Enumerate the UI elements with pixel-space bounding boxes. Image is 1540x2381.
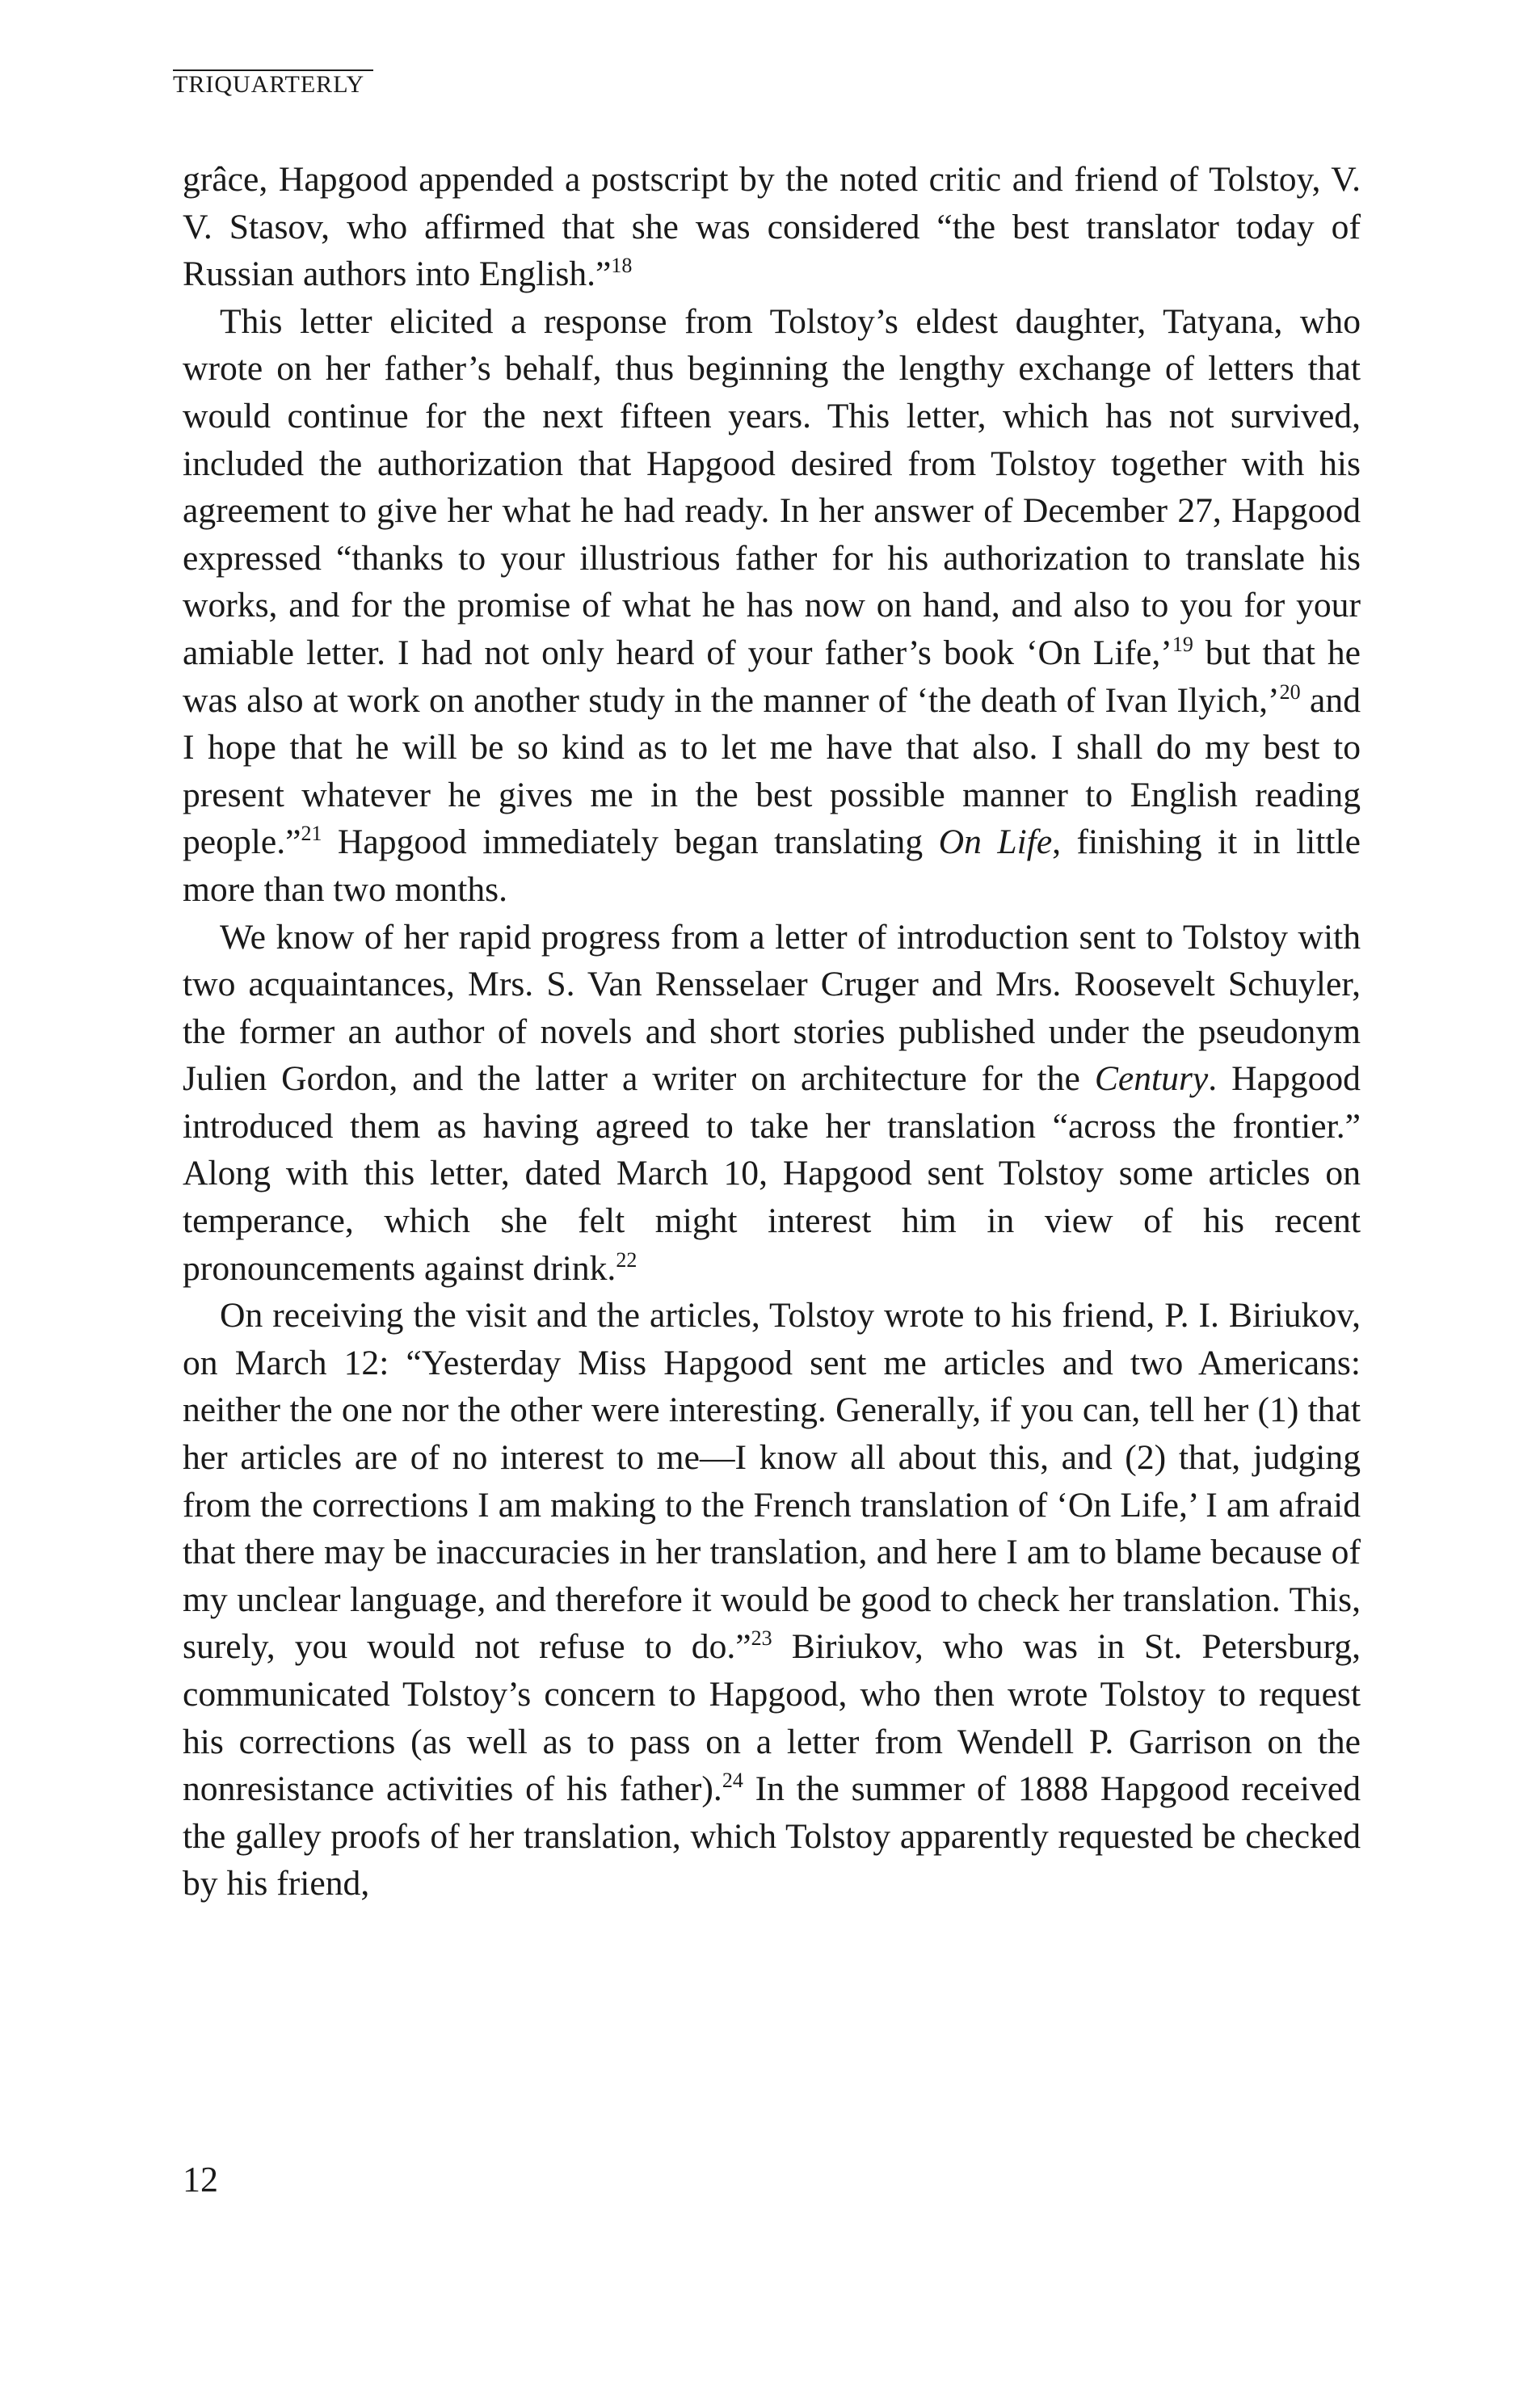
text-run: Hapgood immediately began translating [322, 822, 939, 862]
footnote-ref-23: 23 [751, 1626, 772, 1651]
text-run: grâce, Hapgood appended a postscript by the noted critic and friend of Tolstoy, V. V. Stasov, who affirmed that she was considered “the best translator today of Russian authors into English.” [183, 160, 1361, 294]
paragraph-4 [183, 1292, 1361, 1908]
text-run: We know of her rapid progress from a letter of introduction sent to Tolstoy with two acquaintances, Mrs. S. Van Rensselaer Cruger and Mrs. Roosevelt Schuyler, the former an author of novels and short stories published under the pseudonym Julien Gordon, and the latter a writer on architecture for the [183, 917, 1361, 1099]
book-title-on-life: On Life [938, 822, 1053, 862]
footnote-ref-24: 24 [722, 1769, 743, 1793]
text-run: Biriukov, who was in St. Petersburg, communicated Tolstoy’s concern to Hapgood, who then wrote Tolstoy to request his corrections (as well as to pass on a letter from Wendell P. Garrison on the nonresistance activities of his father). [183, 1627, 1361, 1809]
running-head: TRIQUARTERLY [173, 71, 365, 98]
article-body [183, 156, 1361, 1908]
text-run: and I hope that he will be so kind as to let me have that also. I shall do my best to present whatever he gives me in the best possible manner to English reading people.” [183, 680, 1361, 862]
footnote-ref-21: 21 [301, 822, 322, 846]
text-run: In the summer of 1888 Hapgood received the galley proofs of her translation, which Tolstoy apparently requested be checked by his friend, [183, 1769, 1361, 1904]
footnote-ref-20: 20 [1279, 679, 1301, 704]
text-run: , finishing it in little more than two months. [183, 822, 1361, 909]
text-run: On receiving the visit and the articles, Tolstoy wrote to his friend, P. I. Biriukov, on March 12: “Yesterday Miss Hapgood sent me articles and two Americans: neither the one nor the other were interesting. Generally, if you can, tell her (1) that her articles are of no interest to me—I know all about this, and (2) that, judging from the corrections I am making to the French translation of ‘On Life,’ I am afraid that there may be inaccuracies in her translation, and here I am to blame because of my unclear language, and therefore it would be good to check her translation. This, surely, you would not refuse to do.” [183, 1296, 1361, 1667]
magazine-title-century: Century [1094, 1059, 1209, 1099]
text-run: This letter elicited a response from Tolstoy’s eldest daughter, Tatyana, who wrote on her father’s behalf, thus beginning the lengthy exchange of letters that would continue for the next fifteen years. This letter, which has not survived, included the authorization that Hapgood desired from Tolstoy together with his agreement to give her what he had ready. In her answer of December 27, Hapgood expressed “thanks to your illustrious father for his authorization to translate his works, and for the promise of what he has now on hand, and also to you for your amiable letter. I had not only heard of your father’s book ‘On Life,’ [183, 301, 1361, 672]
text-run: . Hapgood introduced them as having agreed to take her translation “across the frontier.” Along with this letter, dated March 10, Hapgood sent Tolstoy some articles on temperance, which she felt might interest him in view of his recent pronouncements against drink. [183, 1059, 1361, 1288]
footnote-ref-18: 18 [611, 254, 633, 278]
text-run: but that he was also at work on another study in the manner of ‘the death of Ivan Ilyich,’ [183, 633, 1361, 720]
paragraph-3 [183, 914, 1361, 1293]
footnote-ref-19: 19 [1172, 632, 1193, 656]
footnote-ref-22: 22 [616, 1247, 637, 1272]
page-number: 12 [183, 2160, 218, 2199]
paragraph-1 [183, 156, 1361, 298]
paragraph-2 [183, 298, 1361, 914]
